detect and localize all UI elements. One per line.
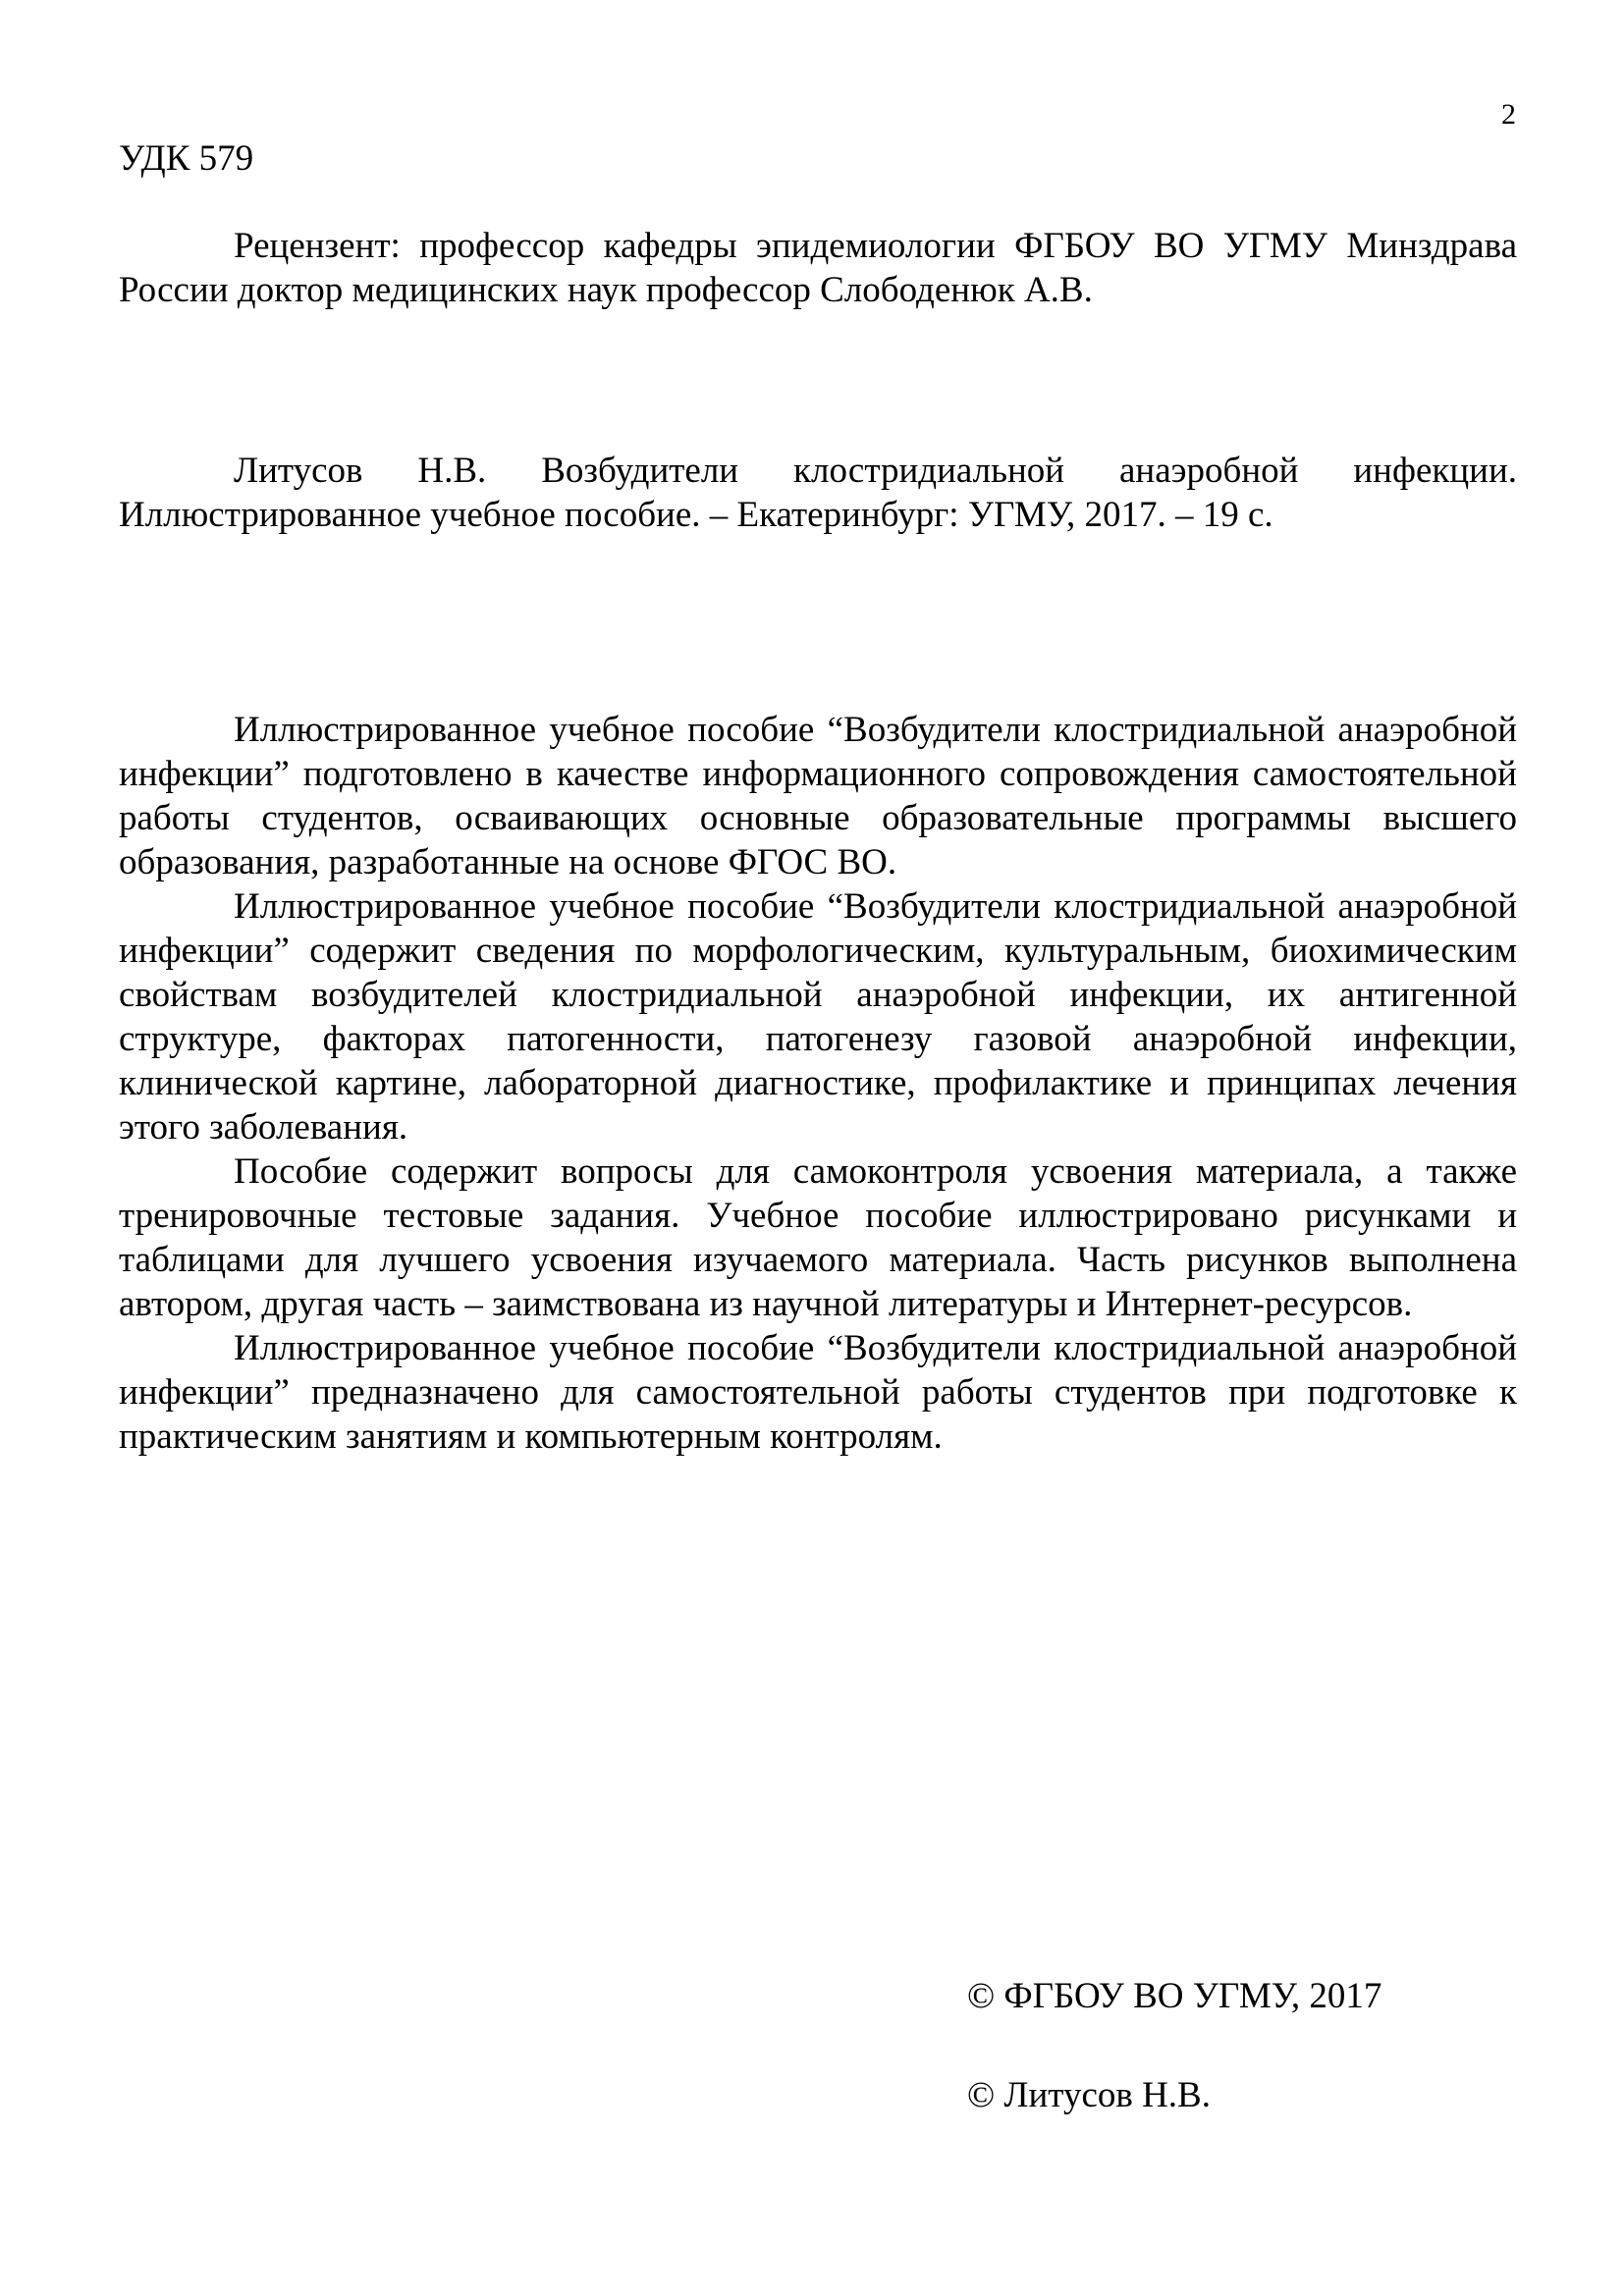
bibliographic-reference-text: Литусов Н.В. Возбудители клостридиальной анаэробной инфекции. Иллюстрированное учебное пособие. – Екатеринбург: УГМУ, 2017. – 19 с. bbox=[119, 451, 1517, 535]
abstract-paragraph: Иллюстрированное учебное пособие “Возбудители клостридиальной анаэробной инфекции” предназначено для самостоятельной работы студентов при подготовке к практическим занятиям и компьютерным контролям. bbox=[119, 1328, 1517, 1457]
abstract-paragraph: Иллюстрированное учебное пособие “Возбудители клостридиальной анаэробной инфекции” содержит сведения по морфологическим, культуральным, биохимическим свойствам возбудителей клостридиальной анаэробной инфекции, их антигенной структуре, факторах патогенности, патогенезу газовой анаэробной инфекции, клинической картине, лабораторной диагностике, профилактике и принципах лечения этого заболевания. bbox=[119, 886, 1517, 1148]
bibliographic-reference-block bbox=[119, 449, 1517, 537]
udk-text: УДК 579 bbox=[119, 138, 254, 179]
page-number: 2 bbox=[1501, 98, 1516, 131]
copyright-author: © Литусов Н.В. bbox=[967, 2075, 1211, 2115]
copyright-institution: © ФГБОУ ВО УГМУ, 2017 bbox=[967, 1976, 1382, 2016]
reviewer-block bbox=[119, 224, 1517, 312]
abstract-block bbox=[119, 708, 1517, 1459]
abstract-paragraph: Пособие содержит вопросы для самоконтроля усвоения материала, а также тренировочные тестовые задания. Учебное пособие иллюстрировано рисунками и таблицами для лучшего усвоения изучаемого материала. Часть рисунков выполнена автором, другая часть – заимствована из научной литературы и Интернет-ресурсов. bbox=[119, 1151, 1517, 1324]
reviewer-text: Рецензент: профессор кафедры эпидемиологии ФГБОУ ВО УГМУ Минздрава России доктор медицинских наук профессор Слободенюк А.В. bbox=[119, 226, 1517, 310]
udk-code bbox=[119, 136, 1517, 181]
abstract-paragraph: Иллюстрированное учебное пособие “Возбудители клостридиальной анаэробной инфекции” подготовлено в качестве информационного сопровождения самостоятельной работы студентов, осваивающих основные образовательные программы высшего образования, разработанные на основе ФГОС ВО. bbox=[119, 710, 1517, 882]
